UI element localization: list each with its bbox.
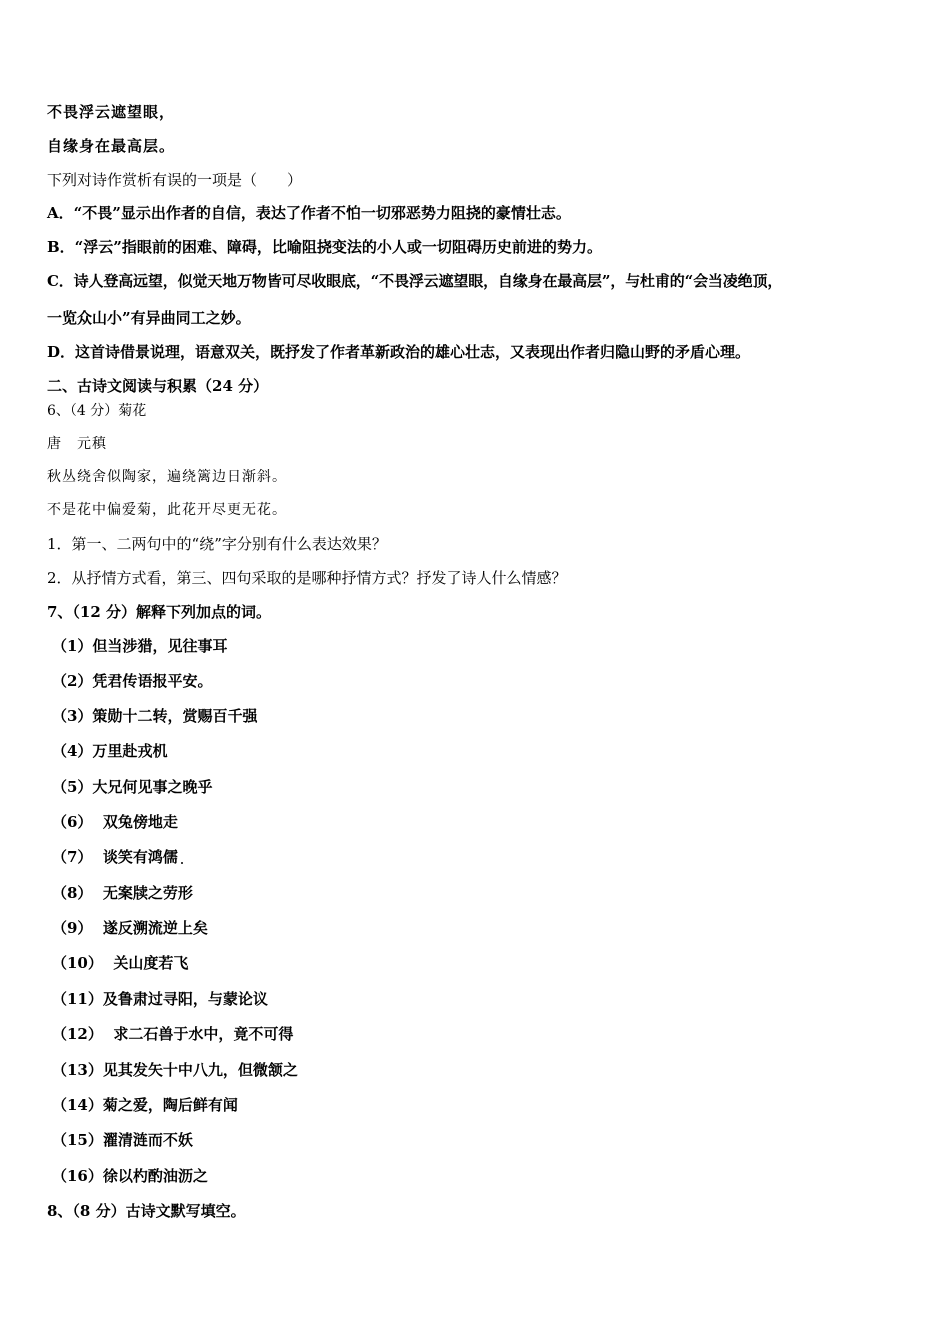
question-6-verse-1: 秋丛绕舍似陶家，遍绕篱边日渐斜。 bbox=[47, 469, 287, 485]
section-2-heading: 二、古诗文阅读与积累（24 分） bbox=[47, 377, 269, 395]
question-6-sub-2: 2．从抒情方式看，第三、四句采取的是哪种抒情方式？抒发了诗人什么情感？ bbox=[47, 569, 567, 587]
question-5-option-d: D．这首诗借景说理，语意双关，既抒发了作者革新政治的雄心壮志，又表现出作者归隐山野的矛盾心理。 bbox=[47, 343, 751, 361]
question-7-title: 7、（12 分）解释下列加点的词。 bbox=[47, 603, 272, 621]
question-5-option-c-line-1: C．诗人登高远望，似觉天地万物皆可尽收眼底，“不畏浮云遮望眼，自缘身在最高层”，与杜甫的“会当凌绝顶， bbox=[47, 272, 783, 290]
question-7-item: （14）菊之爱，陶后鲜有闻 bbox=[52, 1096, 238, 1114]
question-6-verse-2: 不是花中偏爱菊，此花开尽更无花。 bbox=[47, 502, 287, 518]
question-7-item: （13）见其发矢十中八九，但微颔之 bbox=[52, 1061, 298, 1079]
poem-line-1: 不畏浮云遮望眼， bbox=[47, 103, 176, 121]
question-6-title: 6、（4 分）菊花 bbox=[47, 403, 147, 419]
question-7-item: （8） 无案牍之劳形 bbox=[52, 884, 193, 902]
poem-line-2: 自缘身在最高层。 bbox=[47, 137, 176, 155]
question-5-option-b: B．“浮云”指眼前的困难、障碍，比喻阻挠变法的小人或一切阻碍历史前进的势力。 bbox=[47, 238, 602, 256]
question-7-item: （9） 遂反溯流逆上矣 bbox=[52, 919, 208, 937]
question-7-item: （4）万里赴戎机 bbox=[52, 742, 168, 760]
question-7-item: （7） 谈笑有鸿儒 bbox=[52, 848, 178, 866]
question-6-author: 唐 元稹 bbox=[47, 436, 107, 452]
question-5-option-a: A．“不畏”显示出作者的自信，表达了作者不怕一切邪恶势力阻挠的豪情壮志。 bbox=[47, 204, 571, 222]
question-5-option-c-line-2: 一览众山小”有异曲同工之妙。 bbox=[47, 309, 251, 327]
question-7-item: （10） 关山度若飞 bbox=[52, 954, 189, 972]
question-6-sub-1: 1．第一、二两句中的“绕”字分别有什么表达效果？ bbox=[47, 535, 387, 553]
question-7-item: （11）及鲁肃过寻阳，与蒙论议 bbox=[52, 990, 268, 1008]
question-7-item: （16）徐以杓酌油沥之 bbox=[52, 1167, 208, 1185]
emphasis-dot bbox=[181, 862, 183, 864]
question-7-item: （6） 双兔傍地走 bbox=[52, 813, 178, 831]
question-7-item: （5）大兄何见事之晚乎 bbox=[52, 778, 213, 796]
question-7-item: （2）凭君传语报平安。 bbox=[52, 672, 213, 690]
question-7-item: （3）策勋十二转，赏赐百千强 bbox=[52, 707, 258, 725]
question-7-item: （12） 求二石兽于水中，竟不可得 bbox=[52, 1025, 294, 1043]
question-7-item: （1）但当涉猎，见往事耳 bbox=[52, 637, 228, 655]
question-7-item: （15）濯清涟而不妖 bbox=[52, 1131, 193, 1149]
question-5-stem: 下列对诗作赏析有误的一项是（ ） bbox=[47, 171, 303, 189]
question-8-title: 8、（8 分）古诗文默写填空。 bbox=[47, 1202, 246, 1220]
